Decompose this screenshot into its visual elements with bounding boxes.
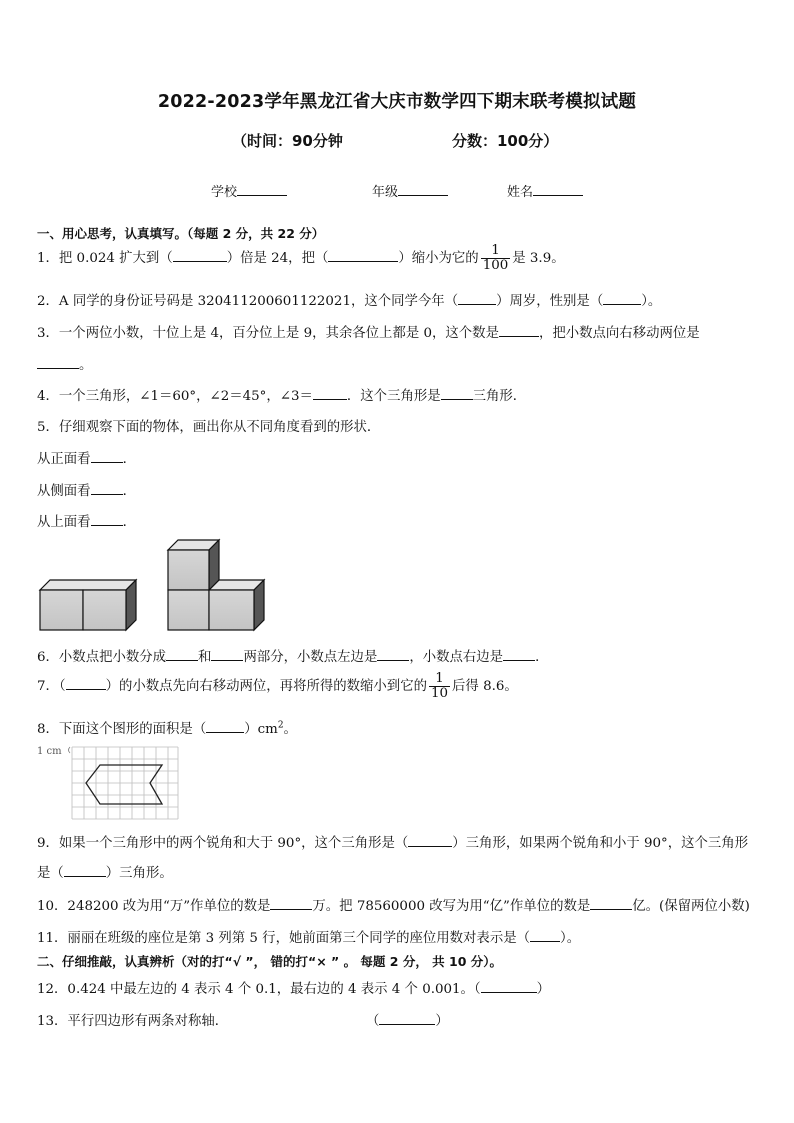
q7-text-a: 7．（ xyxy=(37,679,66,695)
q6-text-e: ． xyxy=(535,650,549,665)
school-blank[interactable] xyxy=(237,183,287,196)
q1-text-d: 是 3.9。 xyxy=(512,251,565,267)
q10-blank-1[interactable] xyxy=(270,898,312,910)
grade-field[interactable] xyxy=(372,181,448,200)
q13-text-b: （ xyxy=(366,1014,380,1029)
name-field[interactable] xyxy=(507,181,583,200)
q2-text-c: ）。 xyxy=(641,294,662,309)
q6-text-a: 6．小数点把小数分成 xyxy=(37,650,167,665)
q5-side-blank[interactable] xyxy=(91,483,123,495)
q4-text-a: 4．一个三角形，∠1＝60°，∠2＝45°，∠3＝ xyxy=(37,389,313,404)
q13-answer-blank[interactable] xyxy=(379,1013,435,1025)
q4-text-b: ．这个三角形是 xyxy=(346,389,441,404)
q8-text-b: ）cm xyxy=(244,722,278,737)
grid-figure xyxy=(66,744,182,822)
grid-lines xyxy=(72,747,178,819)
q3-text-c: 。 xyxy=(79,358,93,373)
question-3 xyxy=(37,322,700,341)
q1-blank-2[interactable] xyxy=(328,250,398,262)
q8-text-c: 。 xyxy=(283,722,297,737)
question-4 xyxy=(37,385,526,404)
q5-front-label: 从正面看 xyxy=(37,452,91,467)
q6-text-d: ，小数点右边是 xyxy=(409,650,504,665)
grade-blank[interactable] xyxy=(398,183,448,196)
q8-text-a: 8．下面这个图形的面积是（ xyxy=(37,722,207,737)
q8-blank-1[interactable] xyxy=(206,721,244,733)
q2-text-a: 2．A 同学的身份证号码是 320411200601122021，这个同学今年（ xyxy=(37,294,459,309)
page-title: 2022-2023学年黑龙江省大庆市数学四下期末联考模拟试题 xyxy=(157,92,637,112)
question-3-continued xyxy=(37,354,92,373)
grade-label: 年级 xyxy=(372,185,399,200)
q9-text-a: 9．如果一个三角形中的两个锐角和大于 90°，这个三角形是（ xyxy=(37,836,409,851)
q10-text-c: 亿。(保留两位小数) xyxy=(632,899,750,914)
question-9-continued xyxy=(37,862,173,881)
school-label: 学校 xyxy=(211,185,238,200)
section-1-heading: 一、用心思考，认真填写。（每题 2 分，共 22 分） xyxy=(37,226,325,241)
name-blank[interactable] xyxy=(533,183,583,196)
q12-text-b: ） xyxy=(536,982,551,997)
q5-top-dot: ． xyxy=(122,515,136,530)
q5-side-view xyxy=(37,480,136,499)
question-1 xyxy=(37,244,565,273)
q7-fraction xyxy=(429,672,450,701)
q6-text-b: 和 xyxy=(198,650,212,665)
q6-blank-2[interactable] xyxy=(211,649,243,661)
q5-top-label: 从上面看 xyxy=(37,515,91,530)
q9-text-b: ）三角形，如果两个锐角和小于 90°，这个三角形 xyxy=(452,836,749,851)
name-label: 姓名 xyxy=(507,185,534,200)
q8-superscript: 2 xyxy=(277,720,284,731)
q1-fraction-denominator: 100 xyxy=(482,258,509,274)
q4-blank-1[interactable] xyxy=(313,388,347,400)
q9-blank-1[interactable] xyxy=(408,835,452,847)
q4-text-c: 三角形． xyxy=(472,389,527,404)
q12-text-a: 12．0.424 中最左边的 4 表示 4 个 0.1，最右边的 4 表示 4 个 0.001。（ xyxy=(37,982,481,997)
q5-front-blank[interactable] xyxy=(91,451,123,463)
q5-side-dot: ． xyxy=(122,484,136,499)
q1-fraction xyxy=(481,244,511,273)
q3-text-b: ，把小数点向右移动两位是 xyxy=(538,326,700,341)
question-8 xyxy=(37,718,297,737)
cube-left-group xyxy=(40,580,136,630)
question-7 xyxy=(37,672,518,701)
exam-time: （时间：90分钟 xyxy=(232,132,343,150)
q5-front-dot: ． xyxy=(122,452,136,467)
q10-text-b: 万。把 78560000 改写为用“亿”作单位的数是 xyxy=(312,899,591,914)
section-2-heading: 二、仔细推敲，认真辨析（对的打“√ ”， 错的打“× ” 。 每题 2 分， 共 10 分）。 xyxy=(37,954,503,969)
q1-text-a: 1．把 0.024 扩大到（ xyxy=(37,251,173,267)
q3-blank-2[interactable] xyxy=(37,357,79,369)
q1-text-b: ）倍是 24，把（ xyxy=(226,251,329,267)
q10-blank-2[interactable] xyxy=(590,898,632,910)
q5-front-view xyxy=(37,448,136,467)
q5-top-blank[interactable] xyxy=(91,514,123,526)
q7-fraction-denominator: 10 xyxy=(430,686,449,702)
grid-scale-label: 1 cm xyxy=(37,746,62,757)
q7-text-b: ）的小数点先向右移动两位，再将所得的数缩小到它的 xyxy=(105,679,427,695)
question-5: 5．仔细观察下面的物体，画出你从不同角度看到的形状． xyxy=(37,420,381,435)
question-9 xyxy=(37,832,748,851)
q7-fraction-numerator: 1 xyxy=(429,672,450,687)
cubes-figure xyxy=(30,538,270,634)
cube-right-group xyxy=(168,540,264,630)
q11-text-b: ）。 xyxy=(560,931,581,946)
q1-blank-1[interactable] xyxy=(173,250,227,262)
exam-score: 分数：100分） xyxy=(452,132,559,150)
q2-text-b: ）周岁，性别是（ xyxy=(496,294,604,309)
q9-text-c: 是（ xyxy=(37,866,64,881)
question-11 xyxy=(37,927,580,946)
q6-blank-4[interactable] xyxy=(503,649,535,661)
question-2 xyxy=(37,290,661,309)
question-10 xyxy=(37,895,750,914)
q3-blank-1[interactable] xyxy=(499,325,539,337)
q6-blank-1[interactable] xyxy=(166,649,198,661)
school-field[interactable] xyxy=(211,181,287,200)
question-6 xyxy=(37,646,548,665)
q4-blank-2[interactable] xyxy=(441,388,473,400)
q7-blank-1[interactable] xyxy=(66,678,106,690)
q6-blank-3[interactable] xyxy=(377,649,409,661)
q5-top-view xyxy=(37,511,136,530)
question-13: 13．平行四边形有两条对称轴． xyxy=(37,1014,229,1029)
q5-side-label: 从侧面看 xyxy=(37,484,91,499)
q12-answer-blank[interactable] xyxy=(481,981,537,993)
q2-blank-1[interactable] xyxy=(458,293,496,305)
q1-fraction-numerator: 1 xyxy=(481,244,511,259)
question-12 xyxy=(37,978,550,997)
q11-blank-1[interactable] xyxy=(530,930,560,942)
q11-text-a: 11．丽丽在班级的座位是第 3 列第 5 行，她前面第三个同学的座位用数对表示是（ xyxy=(37,931,530,946)
q2-blank-2[interactable] xyxy=(603,293,641,305)
q6-text-c: 两部分，小数点左边是 xyxy=(243,650,378,665)
q9-text-d: ）三角形。 xyxy=(105,866,173,881)
q1-text-c: ）缩小为它的 xyxy=(398,251,479,267)
q7-text-c: 后得 8.6。 xyxy=(452,679,518,695)
q9-blank-2[interactable] xyxy=(64,865,106,877)
q13-answer xyxy=(366,1010,449,1029)
q13-text-c: ） xyxy=(435,1014,449,1029)
q10-text-a: 10．248200 改为用“万”作单位的数是 xyxy=(37,899,271,914)
q3-text-a: 3．一个两位小数，十位上是 4，百分位上是 9，其余各位上都是 0，这个数是 xyxy=(37,326,499,341)
